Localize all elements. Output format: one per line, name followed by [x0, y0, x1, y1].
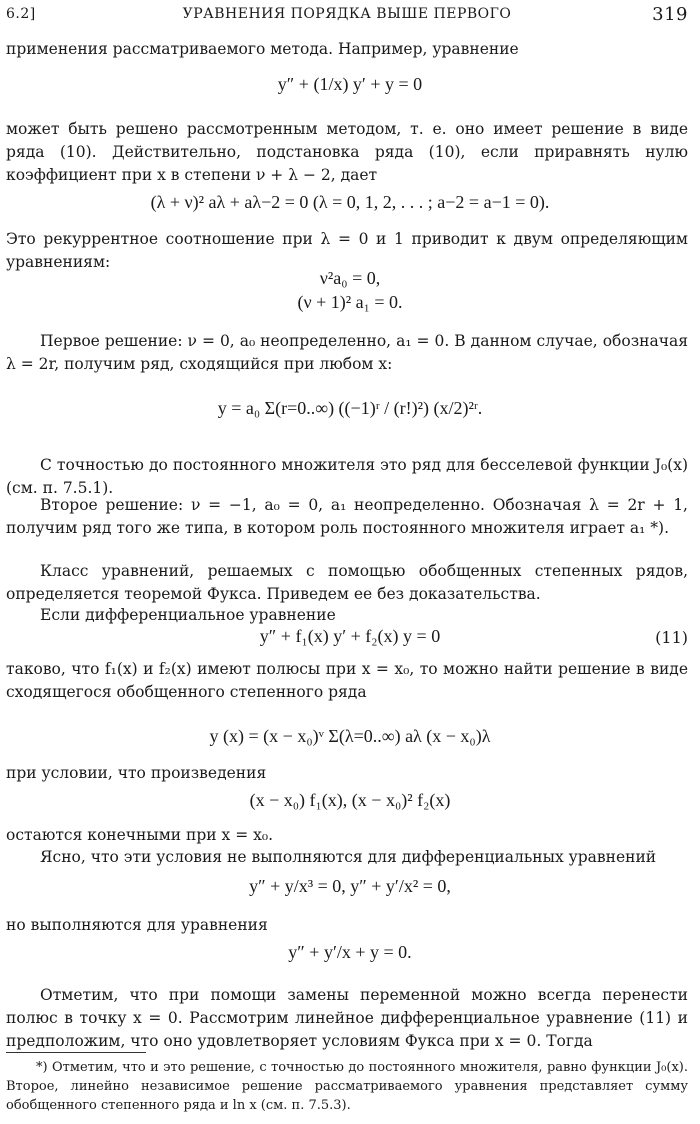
footnote: *) Отметим, что и это решение, с точностью до постоянного множителя, равно функции J₀(x). Второе, линейно независимое решение рассматриваемого уравнения представляет сумму обобщенного степенного ряда и ln x (см. п. 7.5.3). [6, 1060, 688, 1113]
paragraph-10: при условии, что произведения [6, 764, 267, 782]
equation-6: y (x) = (x − x₀)ᵛ Σ(λ=0..∞) aλ (x − x₀)λ [209, 726, 491, 746]
equation-8: y″ + y/x³ = 0, y″ + y′/x² = 0, [249, 876, 451, 896]
paragraph-14: Отметим, что при помощи замены переменной можно всегда перенести полюс в точку x = 0. Рассмотрим линейное дифференциальное уравнение (11) и предположим, что оно удовлетворяет условиям Фукса при x = 0. Тогда [6, 986, 688, 1050]
equation-5: y″ + f₁(x) y′ + f₂(x) y = 0 [259, 626, 441, 646]
running-header [6, 4, 688, 26]
paragraph-1: применения рассматриваемого метода. Например, уравнение [6, 40, 519, 58]
paragraph-9: таково, что f₁(x) и f₂(x) имеют полюсы при x = x₀, то можно найти решение в виде сходящегося обобщенного степенного ряда [6, 660, 688, 701]
chapter-title: УРАВНЕНИЯ ПОРЯДКА ВЫШЕ ПЕРВОГО [182, 6, 512, 22]
paragraph-13: но выполняются для уравнения [6, 916, 268, 934]
paragraph-5: С точностью до постоянного множителя это ряд для бесселевой функции J₀(x) (см. п. 7.5.1). [6, 456, 688, 497]
equation-9: y″ + y′/x + y = 0. [288, 942, 412, 962]
paragraph-3: Это рекуррентное соотношение при λ = 0 и 1 приводит к двум определяющим уравнениям: [6, 230, 688, 271]
equation-7: (x − x₀) f₁(x), (x − x₀)² f₂(x) [249, 790, 451, 810]
equation-4: y = a₀ Σ(r=0..∞) ((−1)ʳ / (r!)²) (x/2)²ʳ. [217, 398, 483, 418]
paragraph-7: Класс уравнений, решаемых с помощью обобщенных степенных рядов, определяется теоремой Фукса. Приведем ее без доказательства. [6, 562, 688, 603]
paragraph-4: Первое решение: ν = 0, a₀ неопределенно, a₁ = 0. В данном случае, обозначая λ = 2r, получим ряд, сходящийся при любом x: [6, 332, 688, 373]
paragraph-6: Второе решение: ν = −1, a₀ = 0, a₁ неопределенно. Обозначая λ = 2r + 1, получим ряд того же типа, в котором роль постоянного множителя играет a₁ *). [6, 496, 688, 537]
footnote-rule [6, 1052, 146, 1053]
section-ref: 6.2] [6, 6, 36, 22]
equation-2: (λ + ν)² aλ + aλ−2 = 0 (λ = 0, 1, 2, . . . ; a−2 = a−1 = 0). [150, 192, 550, 212]
equation-3a: ν²a₀ = 0, [319, 268, 381, 288]
equation-1: y″ + (1/x) y′ + y = 0 [277, 74, 423, 94]
equation-3b: (ν + 1)² a₁ = 0. [297, 292, 403, 312]
equation-number-11: (11) [655, 628, 688, 647]
paragraph-2: может быть решено рассмотренным методом, т. е. оно имеет решение в виде ряда (10). Действительно, подстановка ряда (10), если приравнять нулю коэффициент при x в степени ν + λ − 2, дает [6, 120, 688, 184]
paragraph-12: Ясно, что эти условия не выполняются для дифференциальных уравнений [40, 848, 657, 866]
page-number: 319 [652, 4, 688, 25]
paragraph-8: Если дифференциальное уравнение [40, 606, 336, 624]
paragraph-11: остаются конечными при x = x₀. [6, 826, 274, 844]
